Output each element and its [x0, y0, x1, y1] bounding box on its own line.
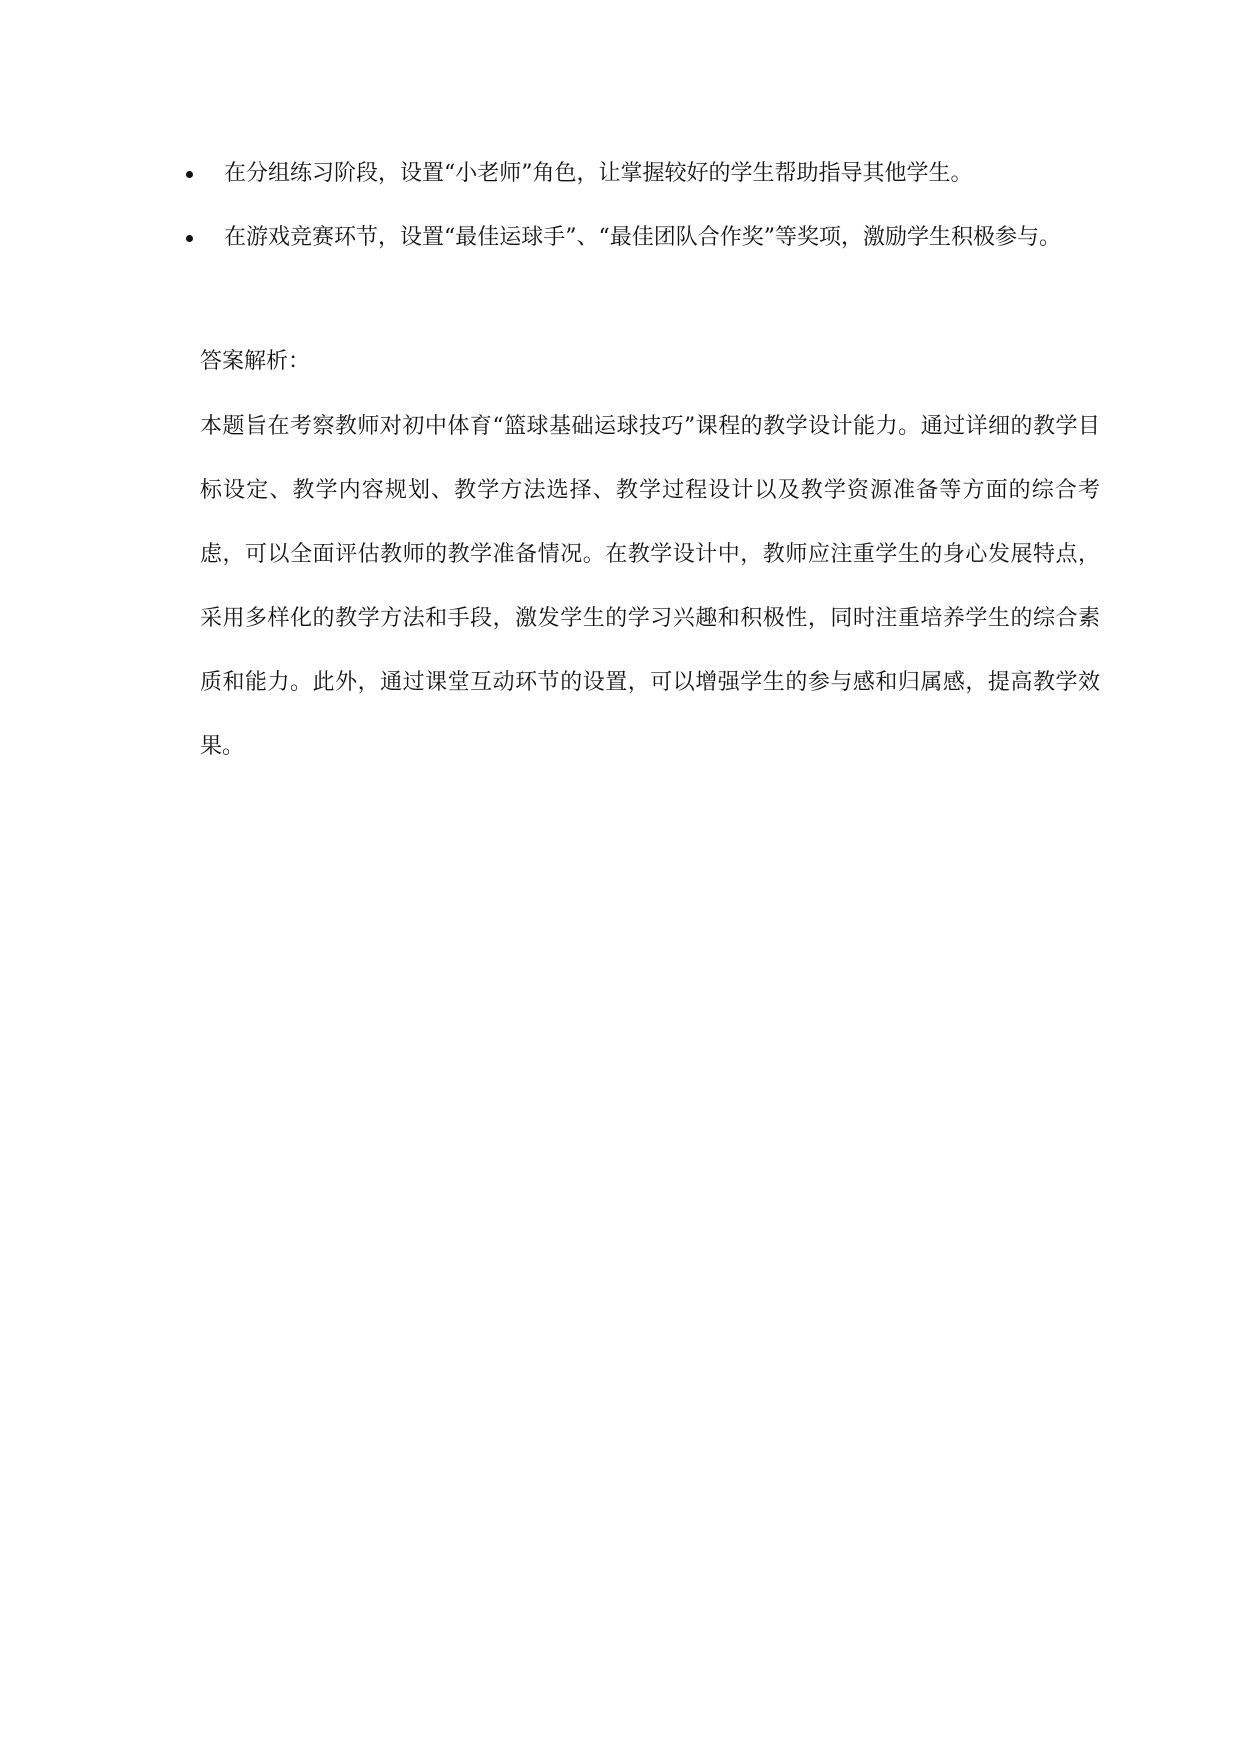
- bullet-dot-icon: [186, 171, 193, 178]
- bullet-text: 在游戏竞赛环节，设置“最佳运球手”、“最佳团队合作奖”等奖项，激励学生积极参与。: [224, 225, 1061, 250]
- analysis-paragraph: 本题旨在考察教师对初中体育“篮球基础运球技巧”课程的教学设计能力。通过详细的教学目标设定、教学内容规划、教学方法选择、教学过程设计以及教学资源准备等方面的综合考虑，可以全面评估教师的教学准备情况。在教学设计中，教师应注重学生的身心发展特点，采用多样化的教学方法和手段，激发学生的学习兴趣和积极性，同时注重培养学生的综合素质和能力。此外，通过课堂互动环节的设置，可以增强学生的参与感和归属感，提高教学效果。: [200, 414, 1100, 759]
- bullet-dot-icon: [186, 235, 193, 242]
- bullet-item: [180, 142, 1100, 206]
- bullet-text: 在分组练习阶段，设置“小老师”角色，让掌握较好的学生帮助指导其他学生。: [224, 161, 973, 186]
- bullet-list: [180, 142, 1100, 270]
- bullet-item: [180, 206, 1100, 270]
- analysis-heading: 答案解析：: [200, 349, 311, 374]
